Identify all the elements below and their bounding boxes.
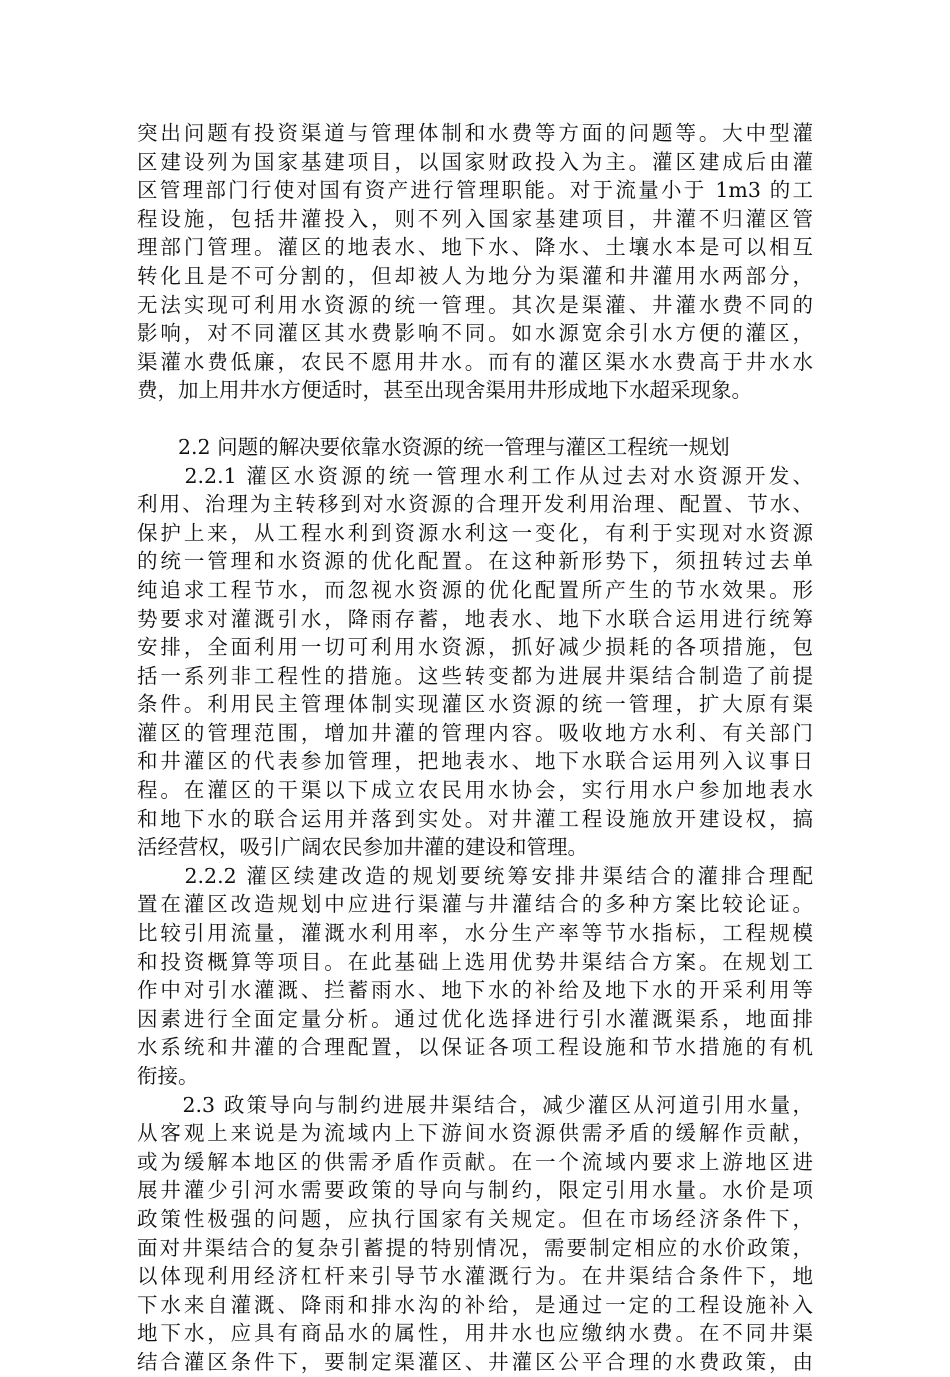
text-line: 2.2 问题的解决要依靠水资源的统一管理与灌区工程统一规划 (137, 434, 730, 459)
text-line: 的统一管理和水资源的优化配置。在这种新形势下，须扭转过去单 (137, 549, 813, 574)
text-line: 和井灌区的代表参加管理，把地表水、地下水联合运用列入议事日 (137, 749, 813, 774)
text-line: 作中对引水灌溉、拦蓄雨水、地下水的补给及地下水的开采利用等 (137, 978, 813, 1003)
text-line: 灌区的管理范围，增加井灌的管理内容。吸收地方水利、有关部门 (137, 720, 813, 745)
text-line: 因素进行全面定量分析。通过优化选择进行引水灌溉渠系，地面排 (137, 1006, 813, 1031)
text-line: 无法实现可利用水资源的统一管理。其次是渠灌、井灌水费不同的 (137, 292, 813, 317)
text-line: 安排，全面利用一切可利用水资源，抓好减少损耗的各项措施，包 (137, 635, 813, 660)
text-line: 纯追求工程节水，而忽视水资源的优化配置所产生的节水效果。形 (137, 577, 813, 602)
paragraph (137, 119, 813, 405)
paragraph (137, 462, 813, 862)
text-line: 面对井渠结合的复杂引蓄提的特别情况，需要制定相应的水价政策， (137, 1235, 813, 1260)
text-line: 地下水，应具有商品水的属性，用井水也应缴纳水费。在不同井渠 (137, 1321, 813, 1346)
text-line: 突出问题有投资渠道与管理体制和水费等方面的问题等。大中型灌 (137, 121, 813, 145)
text-line: 区管理部门行使对国有资产进行管理职能。对于流量小于 1m3 的工 (137, 178, 813, 203)
text-line: 括一系列非工程性的措施。这些转变都为进展井渠结合制造了前提 (137, 663, 813, 688)
text-line: 置在灌区改造规划中应进行渠灌与井灌结合的多种方案比较论证。 (137, 892, 813, 917)
text-line: 势要求对灌溉引水，降雨存蓄，地表水、地下水联合运用进行统筹 (137, 606, 813, 631)
text-line: 结合灌区条件下，要制定渠灌区、井灌区公平合理的水费政策，由 (137, 1349, 813, 1374)
text-line: 活经营权，吸引广阔农民参加井灌的建设和管理。 (137, 835, 588, 860)
text-line: 下水来自灌溉、降雨和排水沟的补给，是通过一定的工程设施补入 (137, 1292, 813, 1317)
text-line: 和投资概算等项目。在此基础上选用优势井渠结合方案。在规划工 (137, 949, 813, 974)
text-line: 程设施，包括井灌投入，则不列入国家基建项目，井灌不归灌区管 (137, 206, 813, 231)
text-line: 费，加上用井水方便适时，甚至出现舍渠用井形成地下水超采现象。 (137, 378, 752, 403)
text-line: 展井灌少引河水需要政策的导向与制约，限定引用水量。水价是项 (137, 1178, 813, 1203)
paragraph (137, 1091, 813, 1377)
text-line: 和地下水的联合运用并落到实处。对井灌工程设施放开建设权，搞 (137, 806, 813, 831)
text-line: 从客观上来说是为流域内上下游间水资源供需矛盾的缓解作贡献， (137, 1121, 813, 1146)
text-line: 利用、治理为主转移到对水资源的合理开发利用治理、配置、节水、 (137, 492, 813, 517)
section-heading (137, 433, 813, 462)
text-line: 以体现利用经济杠杆来引导节水灌溉行为。在井渠结合条件下，地 (137, 1264, 813, 1289)
text-line: 程。在灌区的干渠以下成立农民用水协会，实行用水户参加地表水 (137, 778, 813, 803)
text-line: 水系统和井灌的合理配置，以保证各项工程设施和节水措施的有机 (137, 1035, 813, 1060)
text-line: 条件。利用民主管理体制实现灌区水资源的统一管理，扩大原有渠 (137, 692, 813, 717)
text-line: 政策性极强的问题，应执行国家有关规定。但在市场经济条件下， (137, 1206, 813, 1231)
text-line: 2.3 政策导向与制约进展井渠结合，减少灌区从河道引用水量， (137, 1092, 813, 1117)
document-page (137, 119, 813, 1377)
text-line: 理部门管理。灌区的地表水、地下水、降水、土壤水本是可以相互 (137, 235, 813, 260)
paragraph (137, 862, 813, 1091)
text-line: 保护上来，从工程水利到资源水利这一变化，有利于实现对水资源 (137, 520, 813, 545)
text-line: 渠灌水费低廉，农民不愿用井水。而有的灌区渠水水费高于井水水 (137, 349, 813, 374)
text-line: 转化且是不可分割的，但却被人为地分为渠灌和井灌用水两部分， (137, 263, 813, 288)
text-line: 区建设列为国家基建项目，以国家财政投入为主。灌区建成后由灌 (137, 149, 813, 174)
text-line: 影响，对不同灌区其水费影响不同。如水源宽余引水方便的灌区， (137, 321, 813, 346)
text-line: 衔接。 (137, 1064, 199, 1088)
text-line: 或为缓解本地区的供需矛盾作贡献。在一个流域内要求上游地区进 (137, 1149, 813, 1174)
paragraph-gap (137, 405, 813, 433)
text-line: 比较引用流量，灌溉水利用率，水分生产率等节水指标，工程规模 (137, 921, 813, 946)
text-line: 2.2.2 灌区续建改造的规划要统筹安排井渠结合的灌排合理配 (137, 863, 813, 888)
text-line: 2.2.1 灌区水资源的统一管理水利工作从过去对水资源开发、 (137, 463, 813, 488)
